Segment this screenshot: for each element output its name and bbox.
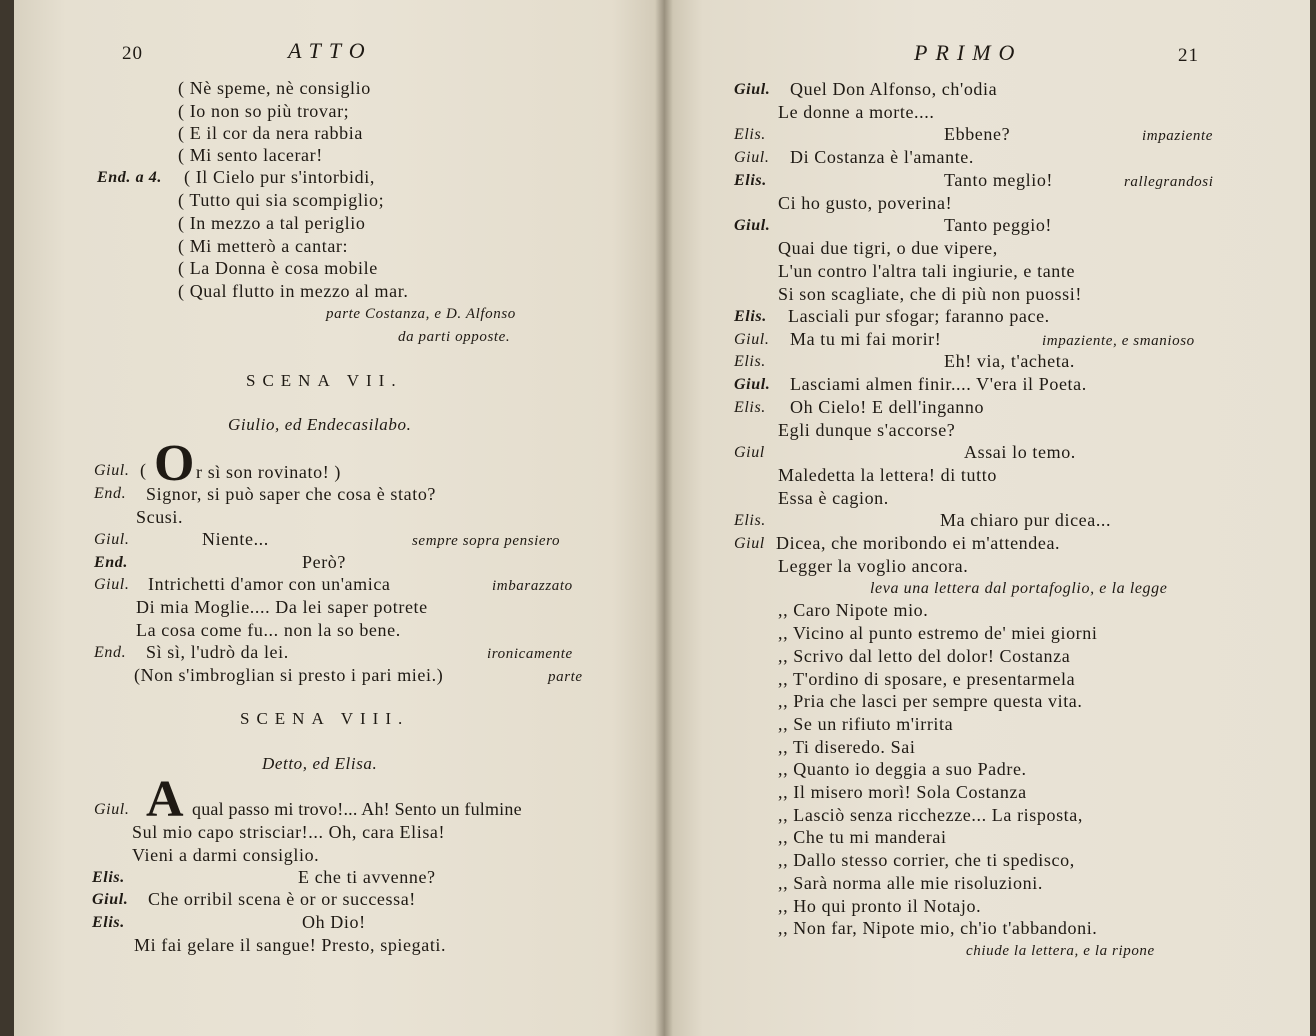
dialogue-line: Eh! via, t'acheta. [944,351,1075,371]
dialogue-line: Dicea, che moribondo ei m'attendea. [776,533,1061,553]
verse-line: ( Mi metterò a cantar: [178,236,349,256]
speaker-label: Giul. [94,462,130,479]
letter-line: ,, Vicino al punto estremo de' miei giorni [778,623,1098,643]
scene-title: SCENA VIII. [240,709,410,728]
letter-line: ,, Sarà norma alle mie risoluzioni. [778,873,1043,893]
verse-line: ( Nè speme, nè consiglio [178,78,371,98]
speaker-label: Elis. [92,914,125,931]
speaker-label: Elis. [734,512,766,529]
page-number-left: 20 [122,43,143,64]
page-number-right: 21 [1178,45,1199,66]
speaker-label: Giul [734,535,765,552]
letter-line: ,, Non far, Nipote mio, ch'io t'abbandoni. [778,918,1098,938]
stage-direction: parte Costanza, e D. Alfonso [326,306,516,322]
running-head-right: PRIMO [914,40,1023,65]
dialogue-line: Oh Dio! [302,912,366,932]
verse-line: ( Io non so più trovar; [178,101,350,121]
letter-line: ,, Pria che lasci per sempre questa vita. [778,691,1083,711]
speaker-label: End. [94,644,127,661]
speaker-label: Elis. [734,353,766,370]
verse-line: ( Mi sento lacerar! [178,145,323,165]
dialogue-line: Niente... [202,529,269,549]
dialogue-line: La cosa come fu... non la so bene. [136,620,401,640]
stage-direction: impaziente [1142,128,1213,144]
letter-line: ,, Quanto io deggia a suo Padre. [778,759,1027,779]
speaker-label: Elis. [734,172,767,189]
dialogue-line: Si son scagliate, che di più non puossi! [778,284,1082,304]
verse-line: ( E il cor da nera rabbia [178,123,363,143]
letter-line: ,, Che tu mi manderai [778,827,947,847]
dialogue-line: L'un contro l'altra tali ingiurie, e tante [778,261,1076,281]
verse-line: ( Il Cielo pur s'intorbidi, [184,167,375,187]
dialogue-line: Ebbene? [944,124,1011,144]
dialogue-line: Quai due tigri, o due vipere, [778,238,998,258]
stage-direction: impaziente, e smanioso [1042,333,1195,349]
drop-cap: O [154,435,196,492]
dialogue-line: Essa è cagion. [778,488,889,508]
letter-line: ,, Dallo stesso corrier, che ti spedisco, [778,850,1075,870]
running-head-left: ATTO [288,38,373,63]
dialogue-line: E che ti avvenne? [298,867,436,887]
dialogue-line: Che orribil scena è or or successa! [148,889,416,909]
dialogue-line: Ma chiaro pur dicea... [940,510,1112,530]
speaker-label: Giul. [734,149,770,166]
dialogue-line: Di Costanza è l'amante. [790,147,974,167]
scene-title: SCENA VII. [246,371,403,390]
dialogue-line: Assai lo temo. [964,442,1076,462]
dialogue-line: Signor, si può saper che cosa è stato? [146,484,437,504]
dialogue-line: Egli dunque s'accorse? [778,420,956,440]
letter-line: ,, Se un rifiuto m'irrita [778,714,954,734]
speaker-label: Giul [734,444,765,461]
dialogue-line: qual passo mi trovo!... Ah! Sento un fulmine [192,799,522,819]
speaker-label: Giul. [734,81,771,98]
scene-cast: Detto, ed Elisa. [262,754,378,773]
letter-line: ,, Scrivo dal letto del dolor! Costanza [778,646,1071,666]
speaker-label: Giul. [734,217,771,234]
stage-direction: parte [548,669,583,685]
verse-line: ( In mezzo a tal periglio [178,213,366,233]
letter-line: ,, Ti diseredo. Sai [778,737,916,757]
dialogue-line: Ma tu mi fai morir! [790,329,942,349]
dialogue-line: Sul mio capo strisciar!... Oh, cara Elisa! [132,822,446,842]
dialogue-line: Quel Don Alfonso, ch'odia [790,79,998,99]
verse-line: ( Qual flutto in mezzo al mar. [178,281,409,301]
stage-direction: ironicamente [487,646,573,662]
speaker-label: Elis. [92,869,125,886]
dialogue-line: Vieni a darmi consiglio. [132,845,320,865]
verse-line: ( La Donna è cosa mobile [178,258,378,278]
book-edge-right [1310,0,1316,1036]
speaker-label: Giul. [734,331,770,348]
drop-cap: A [146,771,185,828]
dialogue-line: Tanto peggio! [944,215,1053,235]
dialogue-line: Scusi. [136,507,184,527]
speaker-label: Giul. [94,801,130,818]
dialogue-line: Ci ho gusto, poverina! [778,193,953,213]
speaker-label: End. a 4. [97,169,162,186]
dialogue-line: Lasciali pur sfogar; faranno pace. [788,306,1050,326]
speaker-label: Giul. [94,576,130,593]
speaker-label: End. [94,554,128,571]
dialogue-line: Sì sì, l'udrò da lei. [146,642,289,662]
dialogue-line: Però? [302,552,346,572]
dialogue-line: Oh Cielo! E dell'inganno [790,397,985,417]
stage-direction: sempre sopra pensiero [412,533,561,549]
speaker-label: Giul. [94,531,130,548]
letter-line: ,, Il misero morì! Sola Costanza [778,782,1027,802]
letter-line: ,, T'ordino di sposare, e presentarmela [778,669,1076,689]
verse-line: ( Tutto qui sia scompiglio; [178,190,385,210]
dialogue-line: ( [140,460,147,480]
speaker-label: Elis. [734,308,767,325]
letter-line: ,, Lasciò senza ricchezze... La risposta, [778,805,1083,825]
dialogue-line: Mi fai gelare il sangue! Presto, spiegati. [134,935,447,955]
dialogue-line: Tanto meglio! [944,170,1054,190]
speaker-label: End. [94,485,127,502]
dialogue-line: Di mia Moglie.... Da lei saper potrete [136,597,428,617]
letter-line: ,, Ho qui pronto il Notajo. [778,896,982,916]
stage-direction: da parti opposte. [398,329,511,345]
gutter-shadow [655,0,673,1036]
stage-direction: leva una lettera dal portafoglio, e la legge [870,580,1168,597]
dialogue-line: r sì son rovinato! ) [196,462,341,482]
dialogue-line: Maledetta la lettera! di tutto [778,465,997,485]
scene-cast: Giulio, ed Endecasilabo. [228,415,412,434]
dialogue-line: (Non s'imbroglian si presto i pari miei.) [134,665,444,685]
dialogue-line: Intrichetti d'amor con un'amica [148,574,391,594]
stage-direction: chiude la lettera, e la ripone [966,943,1155,959]
letter-line: ,, Caro Nipote mio. [778,600,929,620]
dialogue-line: Legger la voglio ancora. [778,556,969,576]
speaker-label: Elis. [734,399,766,416]
dialogue-line: Le donne a morte.... [778,102,935,122]
speaker-label: Giul. [92,891,129,908]
speaker-label: Elis. [734,126,766,143]
speaker-label: Giul. [734,376,771,393]
stage-direction: imbarazzato [492,578,573,594]
stage-direction: rallegrandosi [1124,174,1214,190]
dialogue-line: Lasciami almen finir.... V'era il Poeta. [790,374,1087,394]
